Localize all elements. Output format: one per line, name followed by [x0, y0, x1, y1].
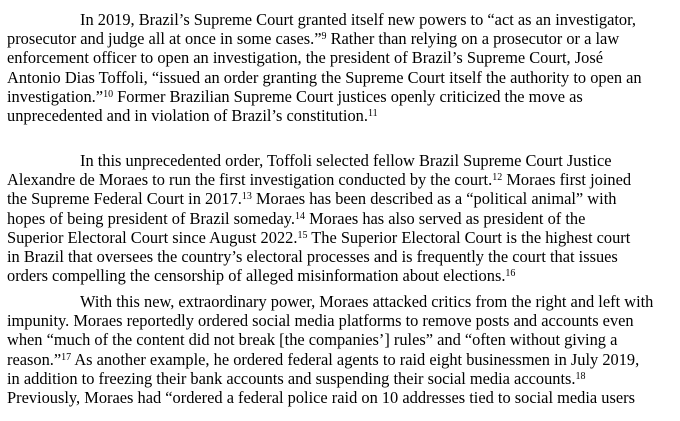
text-line [7, 228, 631, 247]
text-segment: Superior Electoral Court since August 2022. [7, 227, 298, 247]
text-line [7, 292, 653, 311]
footnote-ref: 15 [297, 229, 308, 241]
text-segment: the Supreme Federal Court in 2017. [7, 189, 242, 209]
paragraph-2 [7, 151, 631, 285]
text-line [7, 311, 653, 330]
text-segment: Moraes has also served as president of the [304, 208, 586, 228]
text-segment: when “much of the content did not break [the companies’] rules” and “often without giving a [7, 330, 618, 350]
text-line [7, 266, 631, 285]
footnote-ref: 11 [367, 107, 378, 119]
text-line [7, 87, 642, 106]
footnote-ref: 10 [103, 88, 114, 100]
footnote-ref: 17 [61, 351, 72, 363]
text-segment: Moraes first joined [502, 170, 632, 190]
text-line [7, 247, 631, 266]
text-line [7, 330, 653, 349]
text-segment: Rather than relying on a prosecutor or a law [326, 29, 620, 49]
text-segment: Antonio Dias Toffoli, “issued an order granting the Supreme Court itself the authority to open an [7, 67, 642, 87]
text-line [7, 350, 653, 369]
text-segment: hopes of being president of Brazil someday. [7, 208, 295, 228]
text-segment: unprecedented and in violation of Brazil’s constitution. [7, 105, 368, 125]
text-segment: In 2019, Brazil’s Supreme Court granted itself new powers to “act as an investigator, [80, 10, 637, 29]
text-segment: Moraes has been described as a “political animal” with [251, 189, 617, 209]
text-line [7, 48, 642, 67]
footnote-ref: 13 [241, 191, 252, 203]
text-segment: Former Brazilian Supreme Court justices openly criticized the move as [113, 86, 583, 106]
text-segment: With this new, extraordinary power, Moraes attacked critics from the right and left with [80, 292, 654, 311]
text-line [7, 209, 631, 228]
footnote-ref: 18 [575, 370, 586, 382]
text-segment: Alexandre de Moraes to run the first investigation conducted by the court. [7, 170, 493, 190]
text-segment: As another example, he ordered federal agents to raid eight businessmen in July 2019, [71, 349, 640, 369]
text-segment: In this unprecedented order, Toffoli selected fellow Brazil Supreme Court Justice [80, 151, 612, 170]
text-segment: Previously, Moraes had “ordered a federal police raid on 10 addresses tied to social media users [7, 387, 635, 407]
footnote-ref: 14 [294, 210, 305, 222]
text-line [7, 170, 631, 189]
text-segment: enforcement officer to open an investigation, the president of Brazil’s Supreme Court, José [7, 48, 603, 68]
footnote-ref: 12 [492, 172, 503, 184]
text-segment: impunity. Moraes reportedly ordered social media platforms to remove posts and accounts even [7, 311, 634, 331]
paragraph-3 [7, 292, 653, 407]
text-segment: The Superior Electoral Court is the highest court [307, 227, 631, 247]
footnote-ref: 16 [505, 268, 516, 280]
text-line [7, 151, 631, 170]
text-line [7, 189, 631, 208]
text-line [7, 106, 642, 125]
text-line [7, 68, 642, 87]
text-segment: orders compelling the censorship of alleged misinformation about elections. [7, 266, 506, 286]
text-segment: reason.” [7, 349, 62, 369]
text-segment: in Brazil that oversees the country’s electoral processes and is frequently the court that issues [7, 246, 618, 266]
text-segment: investigation.” [7, 86, 104, 106]
text-line [7, 388, 653, 407]
footnote-ref: 9 [321, 31, 327, 43]
paragraph-1 [7, 10, 642, 125]
text-line [7, 10, 642, 29]
text-line [7, 29, 642, 48]
text-line [7, 369, 653, 388]
text-segment: prosecutor and judge all at once in some cases.” [7, 29, 322, 49]
text-segment: in addition to freezing their bank accounts and suspending their social media accounts. [7, 368, 576, 388]
